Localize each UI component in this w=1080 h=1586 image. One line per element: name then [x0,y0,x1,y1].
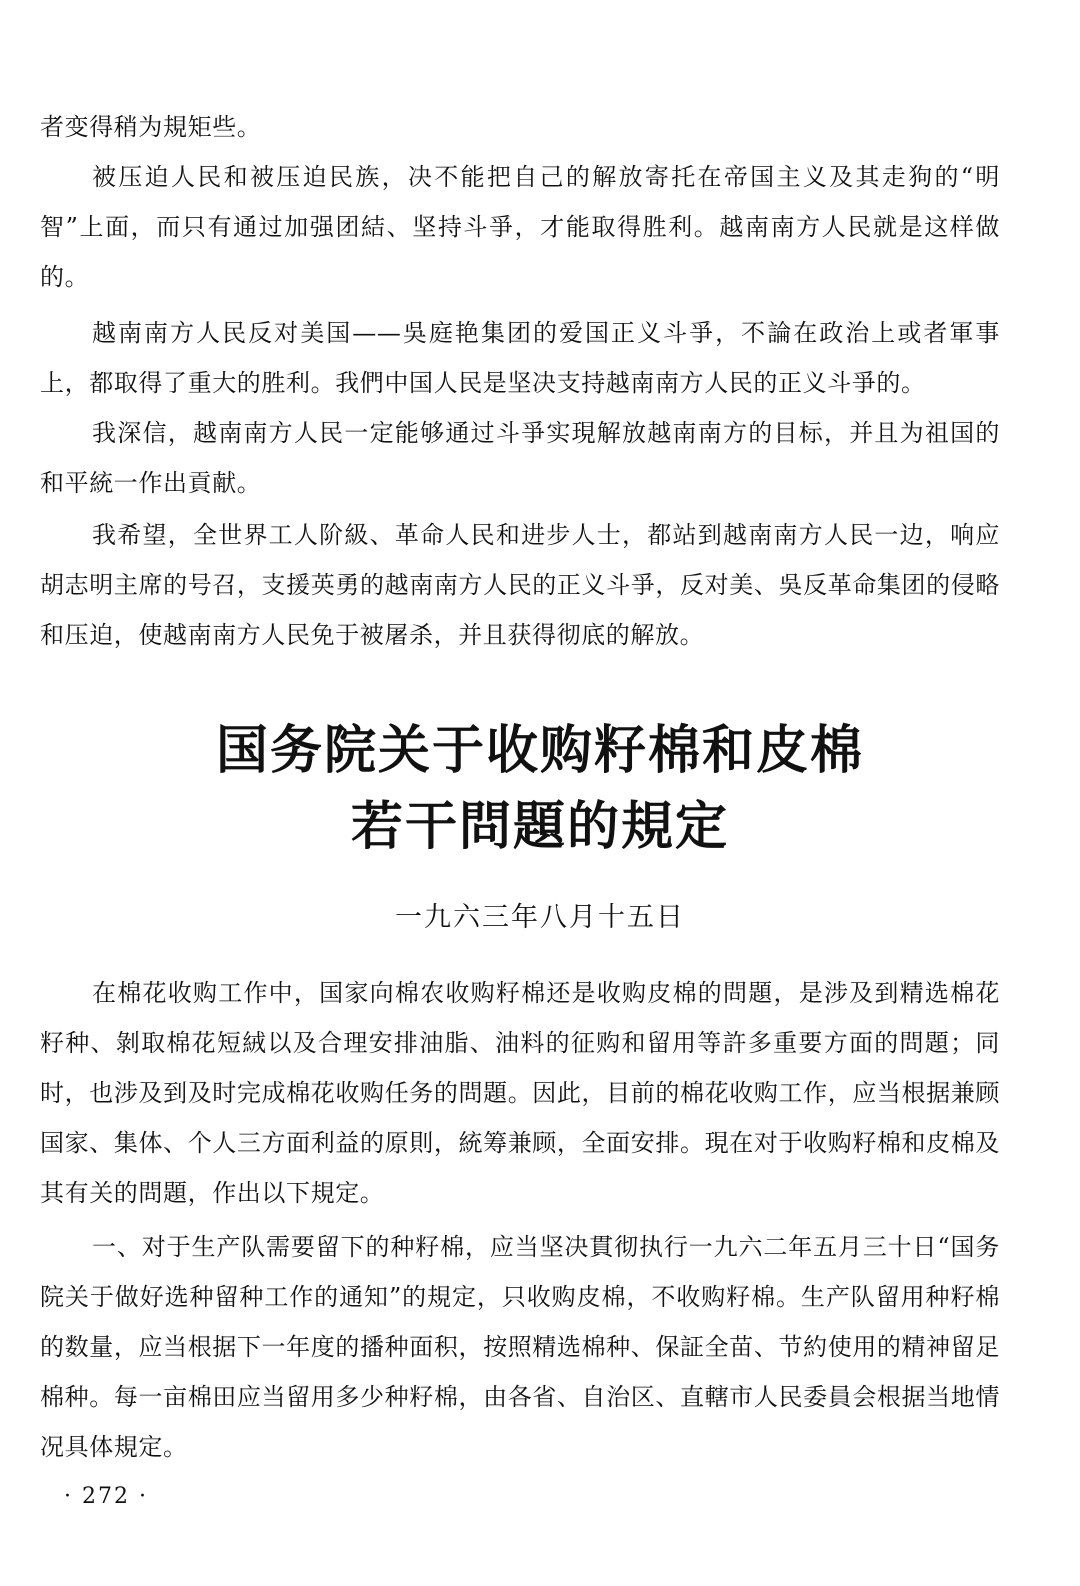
article-title-line-2: 若干問題的規定 [350,796,729,857]
article-date: 一九六三年八月十五日 [395,902,685,933]
article-paragraph: 在棉花收购工作中，国家向棉农收购籽棉还是收购皮棉的問題，是涉及到精选棉花籽种、剝取棉花短絨以及合理安排油脂、油料的征购和留用等許多重要方面的問題；同时，也涉及到及时完成棉花收购任务的問題。因此，目前的棉花收购工作，应当根据兼顾国家、集体、个人三方面利益的原則，統筹兼顾，全面安排。現在对于收购籽棉和皮棉及其有关的問題，作出以下規定。 [40,979,1000,1207]
article-title-line-1: 国务院关于收购籽棉和皮棉 [215,720,864,781]
continued-paragraph: 者变得稍为規矩些。 [40,113,262,141]
page-number: · 272 · [64,1484,148,1509]
body-paragraph: 被压迫人民和被压迫民族，决不能把自己的解放寄托在帝国主义及其走狗的“明智”上面，而只有通过加强团結、坚持斗爭，才能取得胜利。越南南方人民就是这样做的。 [40,163,1000,291]
article-paragraph: 一、对于生产队需要留下的种籽棉，应当坚决貫彻执行一九六二年五月三十日“国务院关于做好选种留种工作的通知”的規定，只收购皮棉，不收购籽棉。生产队留用种籽棉的数量，应当根据下一年度的播种面积，按照精选棉种、保証全苗、节約使用的精神留足棉种。每一亩棉田应当留用多少种籽棉，由各省、自治区、直轄市人民委員会根据当地情况具体規定。 [40,1233,1000,1461]
body-paragraph: 越南南方人民反对美国——吳庭艳集团的爱国正义斗爭，不論在政治上或者軍事上，都取得了重大的胜利。我們中国人民是坚决支持越南南方人民的正义斗爭的。 [40,319,1000,397]
body-paragraph: 我深信，越南南方人民一定能够通过斗爭实現解放越南南方的目标，并且为祖国的和平統一作出貢献。 [40,419,1000,497]
body-paragraph: 我希望，全世界工人阶級、革命人民和进步人士，都站到越南南方人民一边，响应胡志明主席的号召，支援英勇的越南南方人民的正义斗爭，反对美、吳反革命集团的侵略和压迫，使越南南方人民免于被屠杀，并且获得彻底的解放。 [40,521,1000,649]
